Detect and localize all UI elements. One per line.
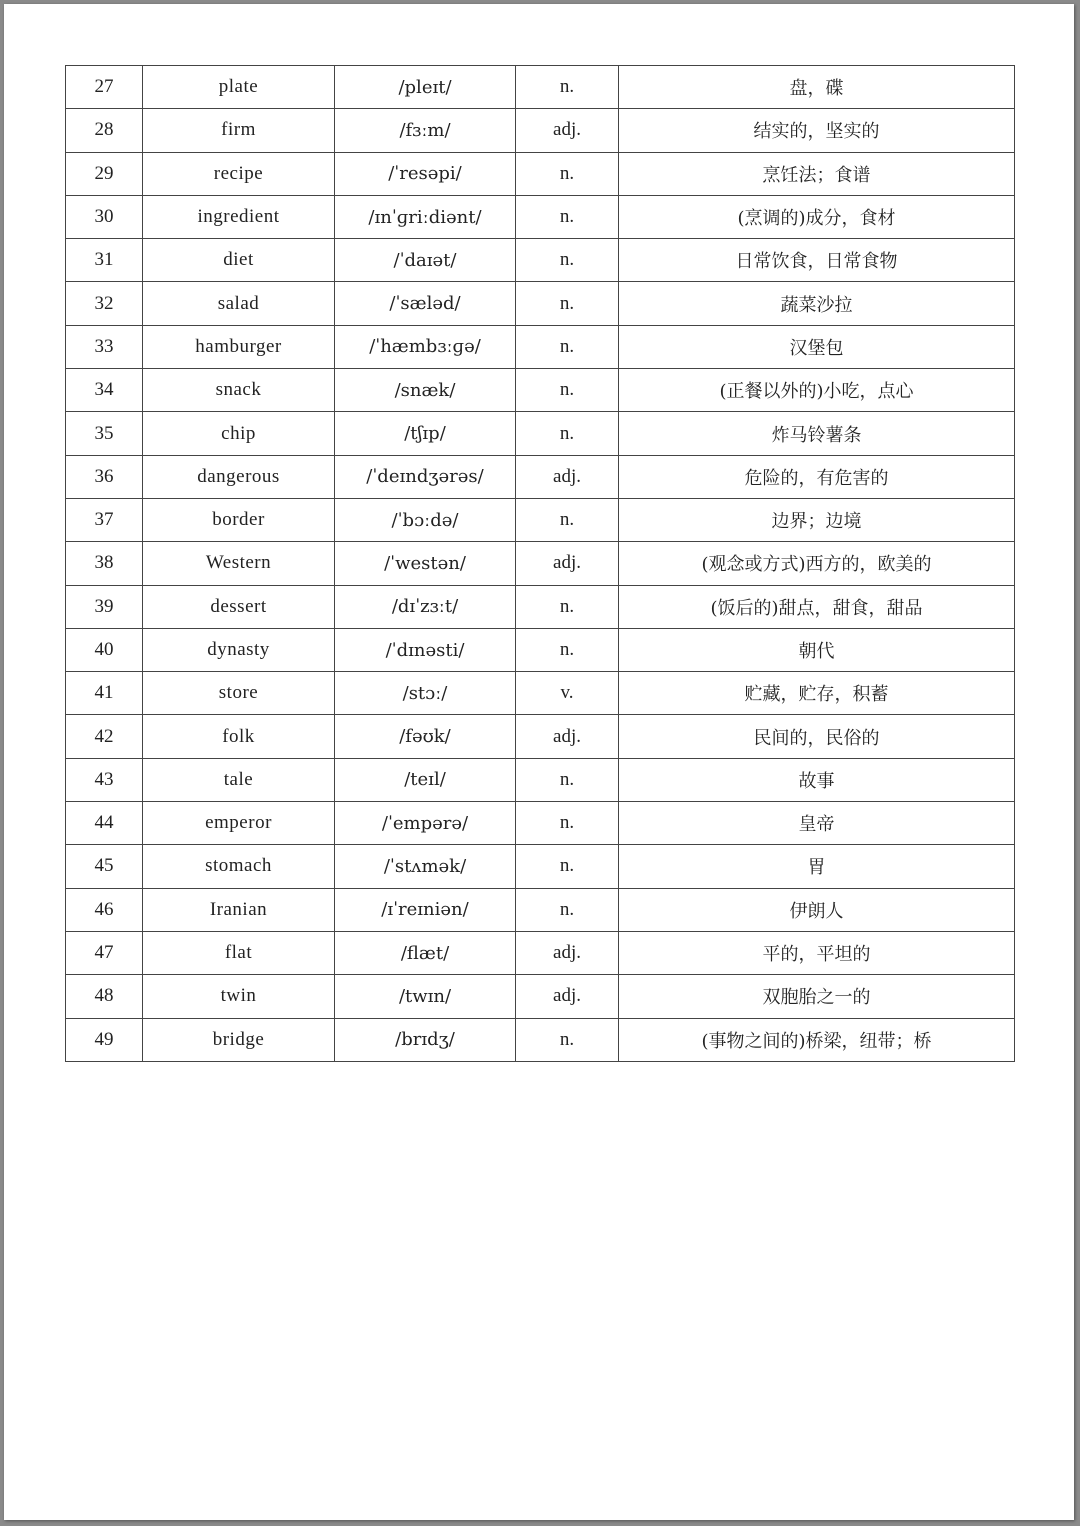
table-row — [66, 715, 1015, 758]
entry-part-of-speech: n. — [516, 585, 619, 628]
entry-word: stomach — [143, 845, 335, 888]
entry-number: 35 — [66, 412, 143, 455]
table-row — [66, 282, 1015, 325]
table-row — [66, 975, 1015, 1018]
entry-meaning: 朝代 — [619, 628, 1015, 671]
entry-phonetic: /ɪnˈɡriːdiənt/ — [335, 195, 516, 238]
entry-phonetic: /ˈresəpi/ — [335, 152, 516, 195]
entry-part-of-speech: adj. — [516, 975, 619, 1018]
entry-meaning: 胃 — [619, 845, 1015, 888]
entry-part-of-speech: n. — [516, 152, 619, 195]
entry-phonetic: /ˈsæləd/ — [335, 282, 516, 325]
entry-phonetic: /twɪn/ — [335, 975, 516, 1018]
table-row — [66, 802, 1015, 845]
entry-phonetic: /snæk/ — [335, 369, 516, 412]
entry-phonetic: /ˈempərə/ — [335, 802, 516, 845]
table-row — [66, 628, 1015, 671]
entry-number: 30 — [66, 195, 143, 238]
entry-number: 33 — [66, 325, 143, 368]
table-row — [66, 542, 1015, 585]
entry-number: 40 — [66, 628, 143, 671]
entry-phonetic: /fəʊk/ — [335, 715, 516, 758]
entry-meaning: 汉堡包 — [619, 325, 1015, 368]
entry-number: 44 — [66, 802, 143, 845]
entry-number: 45 — [66, 845, 143, 888]
entry-meaning: 民间的，民俗的 — [619, 715, 1015, 758]
entry-meaning: 边界；边境 — [619, 498, 1015, 541]
entry-phonetic: /fɜːm/ — [335, 109, 516, 152]
entry-word: tale — [143, 758, 335, 801]
table-row — [66, 672, 1015, 715]
entry-word: Western — [143, 542, 335, 585]
entry-number: 31 — [66, 239, 143, 282]
entry-phonetic: /tʃɪp/ — [335, 412, 516, 455]
entry-number: 37 — [66, 498, 143, 541]
table-row — [66, 66, 1015, 109]
entry-meaning: 双胞胎之一的 — [619, 975, 1015, 1018]
entry-number: 43 — [66, 758, 143, 801]
entry-phonetic: /flæt/ — [335, 931, 516, 974]
entry-meaning: 故事 — [619, 758, 1015, 801]
entry-part-of-speech: adj. — [516, 109, 619, 152]
entry-phonetic: /ˈdɪnəsti/ — [335, 628, 516, 671]
entry-meaning: 炸马铃薯条 — [619, 412, 1015, 455]
entry-number: 48 — [66, 975, 143, 1018]
table-row — [66, 455, 1015, 498]
entry-word: Iranian — [143, 888, 335, 931]
entry-part-of-speech: n. — [516, 66, 619, 109]
entry-part-of-speech: adj. — [516, 542, 619, 585]
table-row — [66, 1018, 1015, 1061]
entry-word: twin — [143, 975, 335, 1018]
entry-number: 27 — [66, 66, 143, 109]
table-row — [66, 888, 1015, 931]
entry-word: chip — [143, 412, 335, 455]
entry-word: flat — [143, 931, 335, 974]
entry-part-of-speech: n. — [516, 498, 619, 541]
entry-meaning: 日常饮食，日常食物 — [619, 239, 1015, 282]
entry-word: folk — [143, 715, 335, 758]
entry-phonetic: /brɪdʒ/ — [335, 1018, 516, 1061]
entry-word: bridge — [143, 1018, 335, 1061]
entry-word: emperor — [143, 802, 335, 845]
entry-part-of-speech: adj. — [516, 455, 619, 498]
table-row — [66, 412, 1015, 455]
entry-phonetic: /ɪˈreɪniən/ — [335, 888, 516, 931]
entry-part-of-speech: n. — [516, 195, 619, 238]
entry-number: 38 — [66, 542, 143, 585]
entry-part-of-speech: v. — [516, 672, 619, 715]
entry-number: 42 — [66, 715, 143, 758]
entry-number: 47 — [66, 931, 143, 974]
entry-phonetic: /ˈwestən/ — [335, 542, 516, 585]
entry-number: 32 — [66, 282, 143, 325]
entry-part-of-speech: n. — [516, 325, 619, 368]
vocabulary-table — [65, 65, 1015, 1062]
entry-part-of-speech: n. — [516, 758, 619, 801]
entry-meaning: 盘，碟 — [619, 66, 1015, 109]
entry-number: 36 — [66, 455, 143, 498]
entry-part-of-speech: adj. — [516, 715, 619, 758]
entry-word: snack — [143, 369, 335, 412]
vocabulary-table-body — [66, 66, 1015, 1062]
entry-meaning: (烹调的)成分，食材 — [619, 195, 1015, 238]
entry-number: 49 — [66, 1018, 143, 1061]
table-row — [66, 931, 1015, 974]
entry-phonetic: /dɪˈzɜːt/ — [335, 585, 516, 628]
entry-meaning: 烹饪法；食谱 — [619, 152, 1015, 195]
entry-phonetic: /ˈhæmbɜːɡə/ — [335, 325, 516, 368]
table-row — [66, 369, 1015, 412]
entry-part-of-speech: adj. — [516, 931, 619, 974]
entry-part-of-speech: n. — [516, 282, 619, 325]
entry-part-of-speech: n. — [516, 802, 619, 845]
entry-phonetic: /stɔː/ — [335, 672, 516, 715]
entry-part-of-speech: n. — [516, 888, 619, 931]
entry-meaning: 结实的，坚实的 — [619, 109, 1015, 152]
table-row — [66, 152, 1015, 195]
entry-word: store — [143, 672, 335, 715]
entry-word: dynasty — [143, 628, 335, 671]
entry-meaning: (饭后的)甜点，甜食，甜品 — [619, 585, 1015, 628]
entry-meaning: 平的，平坦的 — [619, 931, 1015, 974]
entry-phonetic: /ˈdeɪndʒərəs/ — [335, 455, 516, 498]
entry-meaning: 危险的，有危害的 — [619, 455, 1015, 498]
entry-meaning: (事物之间的)桥梁，纽带；桥 — [619, 1018, 1015, 1061]
entry-part-of-speech: n. — [516, 628, 619, 671]
entry-phonetic: /ˈbɔːdə/ — [335, 498, 516, 541]
table-row — [66, 239, 1015, 282]
entry-phonetic: /pleɪt/ — [335, 66, 516, 109]
table-row — [66, 758, 1015, 801]
table-row — [66, 109, 1015, 152]
entry-part-of-speech: n. — [516, 412, 619, 455]
entry-meaning: (正餐以外的)小吃，点心 — [619, 369, 1015, 412]
entry-number: 41 — [66, 672, 143, 715]
entry-number: 28 — [66, 109, 143, 152]
entry-phonetic: /teɪl/ — [335, 758, 516, 801]
entry-word: dessert — [143, 585, 335, 628]
entry-meaning: 贮藏，贮存，积蓄 — [619, 672, 1015, 715]
entry-phonetic: /ˈdaɪət/ — [335, 239, 516, 282]
entry-word: recipe — [143, 152, 335, 195]
entry-word: ingredient — [143, 195, 335, 238]
entry-meaning: 蔬菜沙拉 — [619, 282, 1015, 325]
entry-meaning: 皇帝 — [619, 802, 1015, 845]
table-row — [66, 845, 1015, 888]
entry-word: plate — [143, 66, 335, 109]
document-page — [4, 4, 1074, 1520]
entry-part-of-speech: n. — [516, 369, 619, 412]
entry-part-of-speech: n. — [516, 239, 619, 282]
entry-part-of-speech: n. — [516, 845, 619, 888]
entry-meaning: 伊朗人 — [619, 888, 1015, 931]
entry-number: 34 — [66, 369, 143, 412]
entry-word: dangerous — [143, 455, 335, 498]
table-row — [66, 195, 1015, 238]
entry-number: 29 — [66, 152, 143, 195]
entry-number: 46 — [66, 888, 143, 931]
entry-word: border — [143, 498, 335, 541]
entry-word: firm — [143, 109, 335, 152]
table-row — [66, 325, 1015, 368]
entry-word: diet — [143, 239, 335, 282]
table-row — [66, 585, 1015, 628]
table-row — [66, 498, 1015, 541]
entry-meaning: (观念或方式)西方的，欧美的 — [619, 542, 1015, 585]
entry-number: 39 — [66, 585, 143, 628]
entry-part-of-speech: n. — [516, 1018, 619, 1061]
entry-phonetic: /ˈstʌmək/ — [335, 845, 516, 888]
entry-word: salad — [143, 282, 335, 325]
entry-word: hamburger — [143, 325, 335, 368]
